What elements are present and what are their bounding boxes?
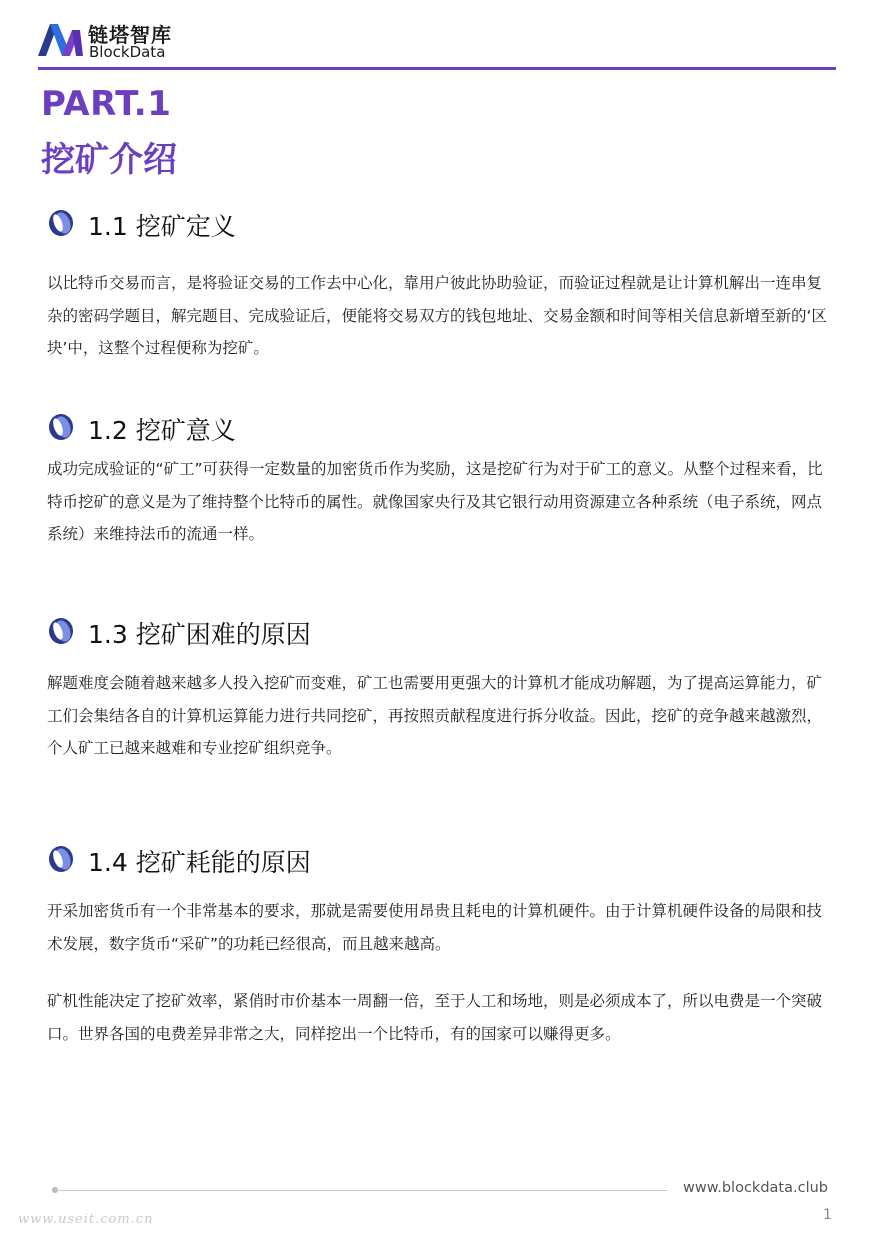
section-bullet-icon xyxy=(46,412,76,442)
part-label: PART.1 xyxy=(41,84,172,124)
section-paragraph: 开采加密货币有一个非常基本的要求，那就是需要使用昂贵且耗电的计算机硬件。由于计算机硬件设备的局限和技术发展，数字货币“采矿”的功耗已经很高，而且越来越高。 xyxy=(47,902,823,953)
section-heading-1-2 xyxy=(46,411,346,445)
section-bullet-icon xyxy=(46,208,76,238)
section-heading-1-3 xyxy=(46,615,406,649)
section-paragraph: 成功完成验证的“矿工”可获得一定数量的加密货币作为奖励，这是挖矿行为对于矿工的意义。从整个过程来看，比特币挖矿的意义是为了维持整个比特币的属性。就像国家央行及其它银行动用资源建立各种系统（电子系统，网点系统）来维持法币的流通一样。 xyxy=(47,460,823,543)
brand-name-en: BlockData xyxy=(89,43,166,61)
header-divider xyxy=(38,67,836,70)
section-heading-1-1 xyxy=(46,207,346,241)
section-title: 1.4 挖矿耗能的原因 xyxy=(88,848,311,877)
brand-name-cn: 链塔智库 xyxy=(88,23,172,47)
section-bullet-icon xyxy=(46,844,76,874)
blockdata-logo-icon xyxy=(36,18,84,60)
footer-divider xyxy=(55,1190,667,1191)
section-paragraph: 解题难度会随着越来越多人投入挖矿而变难，矿工也需要用更强大的计算机才能成功解题，为了提高运算能力，矿工们会集结各自的计算机运算能力进行共同挖矿，再按照贡献程度进行拆分收益。因此，挖矿的竞争越来越激烈，个人矿工已越来越难和专业挖矿组织竞争。 xyxy=(47,674,823,757)
section-heading-1-4 xyxy=(46,843,406,877)
section-bullet-icon xyxy=(46,616,76,646)
footer-url-link[interactable]: www.blockdata.club xyxy=(683,1180,828,1196)
section-title: 1.1 挖矿定义 xyxy=(88,212,236,241)
section-title: 1.3 挖矿困难的原因 xyxy=(88,620,311,649)
section-title: 1.2 挖矿意义 xyxy=(88,416,236,445)
section-paragraph: 矿机性能决定了挖矿效率，紧俏时市价基本一周翻一倍，至于人工和场地，则是必须成本了，所以电费是一个突破口。世界各国的电费差异非常之大，同样挖出一个比特币，有的国家可以赚得更多。 xyxy=(47,992,823,1043)
watermark: www.useit.com.cn xyxy=(18,1212,154,1227)
page-header xyxy=(36,18,836,62)
page-number: 1 xyxy=(823,1207,832,1223)
section-paragraph: 以比特币交易而言，是将验证交易的工作去中心化，靠用户彼此协助验证，而验证过程就是让计算机解出一连串复杂的密码学题目，解完题目、完成验证后，便能将交易双方的钱包地址、交易金额和时间等相关信息新增至新的‘区块’中，这整个过程便称为挖矿。 xyxy=(47,274,827,357)
part-title: 挖矿介绍 xyxy=(41,140,177,180)
